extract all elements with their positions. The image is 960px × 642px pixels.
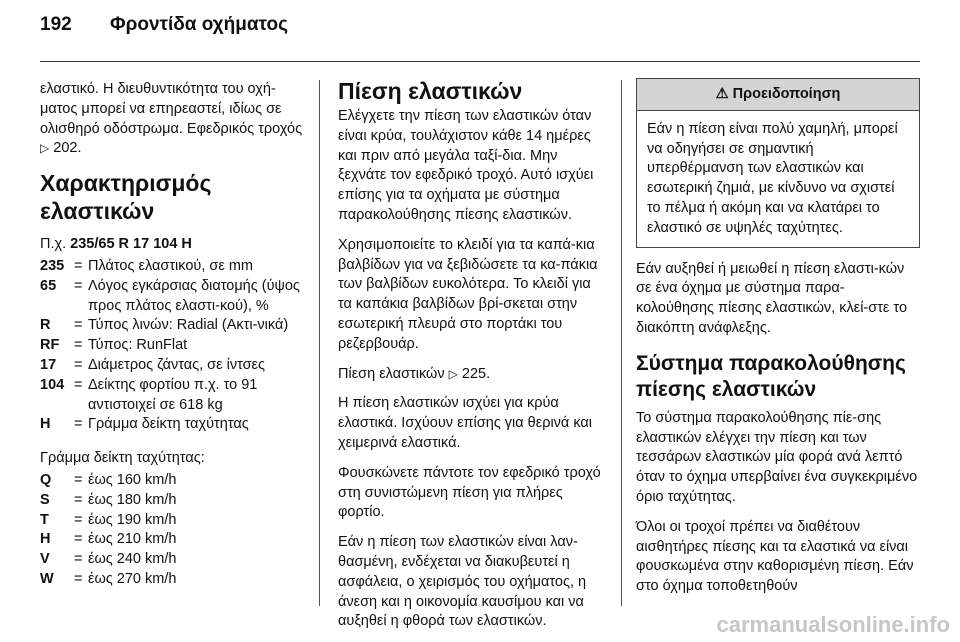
reference-arrow-icon: ▷ xyxy=(448,366,458,381)
column-1 xyxy=(40,80,308,600)
paragraph: Φουσκώνετε πάντοτε τον εφεδρικό τροχό στη συνιστώμενη πίεση για πλήρες φορτίο. xyxy=(338,464,601,521)
column-3 xyxy=(636,78,920,607)
page-number: 192 xyxy=(40,14,72,35)
definition-row: R = Τύπος λινών: Radial (Ακτι-νικά) xyxy=(40,317,289,334)
example-line: Π.χ. 235/65 R 17 104 H xyxy=(40,236,192,253)
column-2 xyxy=(338,78,608,642)
warning-title: Προειδοποίηση xyxy=(732,86,841,102)
speed-row: S = έως 180 km/h xyxy=(40,491,177,508)
tpms-heading: Σύστημα παρακολούθησης πίεσης ελαστικών xyxy=(636,351,906,401)
speed-row: Q = έως 160 km/h xyxy=(40,471,177,488)
example-code: 235/65 R 17 104 H xyxy=(70,236,192,253)
paragraph: Εάν αυξηθεί ή μειωθεί η πίεση ελαστι-κών σε ένα όχημα με σύστημα παρα-κολούθησης πίεσης ελαστικών, κλεί-στε το διακόπτη ανάφλεξης. xyxy=(636,260,908,336)
speed-row: H = έως 210 km/h xyxy=(40,531,177,548)
tyre-pressure-heading: Πίεση ελαστικών xyxy=(338,78,523,104)
paragraph: Ελέγχετε την πίεση των ελαστικών όταν είναι κρύα, τουλάχιστον κάθε 14 ημέρες και πριν από μεγάλα ταξί-δια. Μην ξεχνάτε τον εφεδρικό τροχό. Αυτό ισχύει επίσης για τα οχήματα με σύστημα παρακολούθησης πίεσης ελαστικών. xyxy=(338,108,594,223)
definition-row: 104 = Δείκτης φορτίου π.χ. το 91 αντιστοιχεί σε 618 kg xyxy=(40,376,258,413)
definition-row: 65 = Λόγος εγκάρσιας διατομής (ύψος προς πλάτος ελαστι-κού), % xyxy=(40,277,300,314)
definition-row: RF = Τύπος: RunFlat xyxy=(40,337,188,354)
intro-paragraph: ελαστικό. Η διευθυντικότητα του οχή-ματος μπορεί να επηρεαστεί, ιδίως σε ολισθηρό οδόστρωμα. Εφεδρικός τροχός ▷ 202. xyxy=(40,81,303,157)
paragraph: Εάν η πίεση των ελαστικών είναι λαν-θασμένη, ενδέχεται να διακυβευτεί η ασφάλεια, ο χειρισμός του οχήματος, η άνεση και η οικονομία καυσίμου και να αυξηθεί η φθορά των ελαστικών. xyxy=(338,534,587,630)
paragraph: Το σύστημα παρακολούθησης πίε-σης ελαστικών ελέγχει την πίεση και των τεσσάρων ελαστικών μία φορά ανά λεπτό όταν το όχημα υπερβαίνει ένα συγκεκριμένο όριο ταχύτητας. xyxy=(636,409,918,505)
speed-row: V = έως 240 km/h xyxy=(40,551,177,568)
warning-triangle-icon: ⚠ xyxy=(715,86,729,102)
warning-text: Εάν η πίεση είναι πολύ χαμηλή, μπορεί να οδηγήσει σε σημαντική υπερθέρμανση των ελαστικών και εσωτερική ζημιά, με κίνδυνο να σχιστεί το πέλμα ή ακόμη και να κλατάρει το ελαστικό σε υψηλές ταχύτητες. xyxy=(647,120,898,236)
reference-arrow-icon: ▷ xyxy=(40,141,50,156)
definition-row: 235 = Πλάτος ελαστικού, σε mm xyxy=(40,257,253,274)
speed-row: T = έως 190 km/h xyxy=(40,511,177,528)
designation-definitions xyxy=(40,257,308,435)
pressure-ref-paragraph: Πίεση ελαστικών ▷ 225. xyxy=(338,365,491,382)
definition-row: H = Γράμμα δείκτη ταχύτητας xyxy=(40,416,249,433)
page-title: Φροντίδα οχήματος xyxy=(110,14,288,35)
speed-index-title: Γράμμα δείκτη ταχύτητας: xyxy=(40,450,205,467)
warning-header xyxy=(637,79,919,111)
pressure-page-ref[interactable]: 225. xyxy=(461,365,491,382)
header-rule xyxy=(40,61,920,62)
speed-row: W = έως 270 km/h xyxy=(40,570,177,587)
tyre-designation-heading: Χαρακτηρισμός ελαστικών xyxy=(40,170,212,225)
watermark: carmanualsonline.info xyxy=(716,612,950,637)
paragraph: Η πίεση ελαστικών ισχύει για κρύα ελαστικά. Ισχύουν επίσης για θερινά και χειμερινά ελαστικά. xyxy=(338,395,593,451)
definition-row: 17 = Διάμετρος ζάντας, σε ίντσες xyxy=(40,356,266,373)
column-divider-1 xyxy=(319,80,320,606)
warning-box xyxy=(636,78,920,248)
intro-page-ref[interactable]: 202. xyxy=(53,140,82,157)
speed-index-list xyxy=(40,471,308,590)
paragraph: Χρησιμοποιείτε το κλειδί για τα καπά-κια βαλβίδων για να ξεβιδώσετε τα κα-πάκια των βαλβίδων ευκολότερα. Το κλειδί για τα καπάκια βαλβίδων βρί-σκεται στην εσωτερική πλευρά στο πορτάκι του ρεζερβουάρ. xyxy=(338,236,598,352)
page-header xyxy=(40,14,920,54)
column-divider-2 xyxy=(621,80,622,606)
paragraph: Όλοι οι τροχοί πρέπει να διαθέτουν αισθητήρες πίεσης και τα ελαστικά να είναι φουσκωμένα στην καθορισμένη πίεση. Εάν στο όχημα τοποθετηθούν xyxy=(636,518,914,595)
